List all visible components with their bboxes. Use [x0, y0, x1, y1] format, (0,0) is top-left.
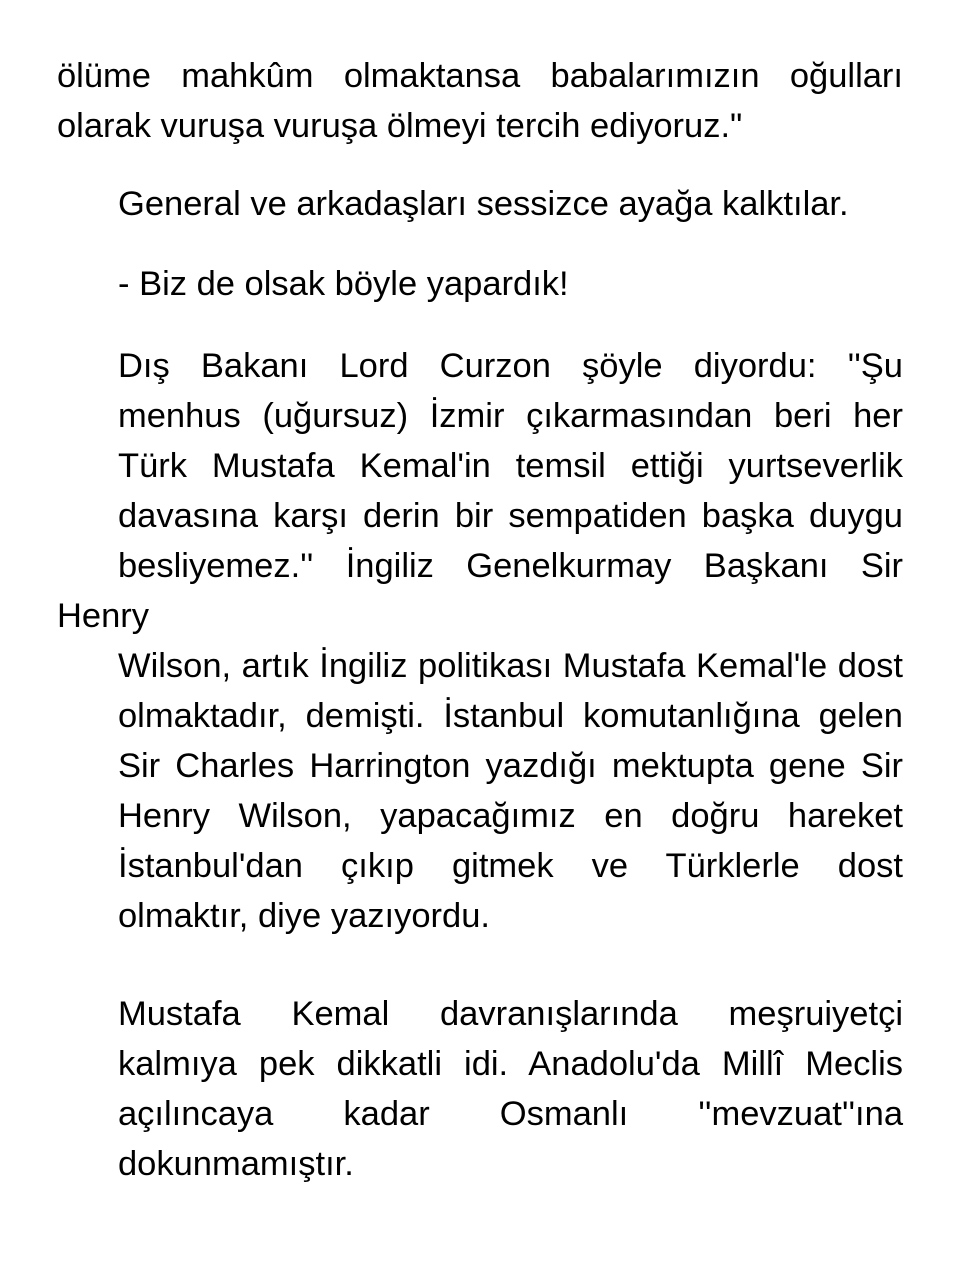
text-line: olarak vuruşa vuruşa ölmeyi tercih ediyoruz."	[57, 107, 743, 145]
text-line: Dış Bakanı Lord Curzon şöyle diyordu: ''Şu	[118, 347, 903, 385]
text-line: Wilson, artık İngiliz politikası Mustafa Kemal'le dost	[118, 647, 903, 685]
text-line: Sir Charles Harrington yazdığı mektupta gene Sir	[118, 747, 903, 785]
text-line: kalmıya pek dikkatli idi. Anadolu'da Millî Meclis	[118, 1045, 903, 1083]
text-line: olmaktadır, demişti. İstanbul komutanlığına gelen	[118, 697, 903, 735]
text-line: açılıncaya kadar Osmanlı ''mevzuat''ına	[118, 1095, 903, 1133]
paragraph-3	[57, 259, 903, 309]
text-line: besliyemez.'' İngiliz Genelkurmay Başkanı Sir Henry	[57, 547, 903, 635]
text-line: ölüme mahkûm olmaktansa babalarımızın oğulları	[57, 57, 903, 95]
paragraph-4	[57, 341, 903, 941]
paragraph-1	[57, 51, 903, 151]
text-line: menhus (uğursuz) İzmir çıkarmasından beri her	[118, 397, 903, 435]
text-line: davasına karşı derin bir sempatiden başka duygu	[118, 497, 903, 535]
text-line: Mustafa Kemal davranışlarında meşruiyetçi	[118, 995, 903, 1033]
text-line: General ve arkadaşları sessizce ayağa kalktılar.	[118, 185, 849, 223]
text-line: - Biz de olsak böyle yapardık!	[118, 265, 569, 303]
document-page	[57, 51, 903, 1189]
paragraph-5	[57, 989, 903, 1189]
text-line: Henry Wilson, yapacağımız en doğru hareket	[118, 797, 903, 835]
text-line: Türk Mustafa Kemal'in temsil ettiği yurtseverlik	[118, 447, 903, 485]
text-line: olmaktır, diye yazıyordu.	[118, 897, 490, 935]
paragraph-2	[57, 179, 903, 229]
text-line: İstanbul'dan çıkıp gitmek ve Türklerle dost	[118, 847, 903, 885]
text-line: dokunmamıştır.	[118, 1145, 354, 1183]
